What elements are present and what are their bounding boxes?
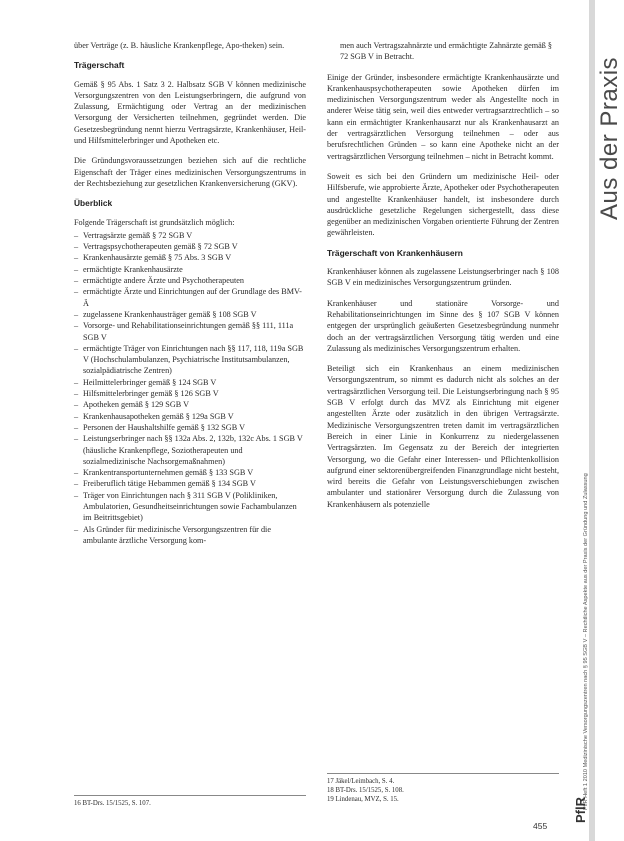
left-column: [74, 40, 306, 552]
list-item: – Vertragspsychotherapeuten gemäß § 72 SGB V: [74, 241, 306, 252]
list-item: – ermächtigte Ärzte und Einrichtungen auf der Grundlage des BMV-Ä: [74, 286, 306, 309]
paragraph: Einige der Gründer, insbesondere ermächtigte Krankenhausärzte und Krankenhauspsychotherapeuten sowie Apotheken dürfen im medizinischen Versorgungszentrum weder als Angestellte noch in anderer Weise tätig sein, weil dies entweder vertragsarztrechtlich – so kann ein ermächtigter Krankenhausarzt nur als Krankenhausarzt an der vertragsärztlichen Versorgung teilnehmen – oder aus berufsrechtlichen Gründen – so kann eine Apotheke nicht an der vertragsärztlichen Versorgung teilnehmen – nicht in Betracht kommt.: [327, 72, 559, 161]
list-item: – zugelassene Krankenhausträger gemäß § 108 SGB V: [74, 309, 306, 320]
paragraph: Die Gründungsvoraussetzungen beziehen sich auf die rechtliche Eigenschaft der Träger eines medizinischen Versorgungszentrums in der Rechtsbeziehung zur gesetzlichen Krankenversicherung (GKV).: [74, 156, 306, 188]
footnote: 18 BT-Drs. 15/1525, S. 108.: [327, 787, 404, 794]
page-number: 455: [533, 821, 548, 831]
list-intro: Folgende Trägerschaft ist grundsätzlich möglich:: [74, 217, 235, 227]
list-item: – ermächtigte Krankenhausärzte: [74, 264, 306, 275]
paragraph: Krankenhäuser und stationäre Vorsorge- und Rehabilitationseinrichtungen im Sinne des § 107 SGB V können entgegen der ursprünglich geäußerten Gesetzesbegründung nunmehr doch an der vertragsärztlichen Versorgung tätig werden und eine Zulassung als medizinisches Versorgungszentrum erhalten.: [327, 298, 559, 353]
list-continuation: [327, 40, 559, 63]
list-item: – ermächtigte Träger von Einrichtungen nach §§ 117, 118, 119a SGB V (Hochschulambulanzen, Psychiatrische Institutsambulanzen, sozialpädiatrische Zentren): [74, 343, 306, 377]
list-item: – Hilfsmittelerbringer gemäß § 126 SGB V: [74, 388, 306, 399]
paragraph: Beteiligt sich ein Krankenhaus an einem medizinischen Versorgungszentrum, so nimmt es dadurch nicht als solches an der vertragsärztlichen Versorgung teil. Die Leistungserbringung nach § 95 SGB V erfolgt durch das MVZ als Einrichtung mit eigener angestellten Ärzte oder zusätzlich in den übrigen Vertragsärzte. Medizinische Versorgungszentren treten damit im vertragsärztlichen Bereich in einer Linie in Konkurrenz zu niedergelassenen Vertragsärzten. Im Gegensatz zu der Bereich der integrierten Versorgung, wo die Gefahr einer Interessen- und Pflichtenkollision aufgrund einer sektorenübergreifenden Finanzgrundlage nicht besteht, wird bereits die Gefahr von Leistungsverschiebungen zwischen ambulanter und stationärer Versorgung durch die Zulassung von Krankenhäusern als potenzielle: [327, 364, 559, 509]
running-header-text: PflR Heft 1 2010 Medizinische Versorgungszentren nach § 95 SGB V – Rechtliche Aspekte aus der Praxis der Gründung und Zulassung: [583, 473, 589, 810]
footnote: 19 Lindenau, MVZ, S. 15.: [327, 796, 399, 803]
paragraph: Krankenhäuser können als zugelassene Leistungserbringer nach § 108 SGB V ein medizinisches Versorgungszentrum gründen.: [327, 267, 559, 288]
footnotes-right: [327, 773, 559, 804]
list-continuation-text: men auch Vertragszahnärzte und ermächtigte Zahnärzte gemäß § 72 SGB V in Betracht.: [340, 41, 552, 62]
section-label-text: Aus der Praxis: [596, 56, 623, 220]
heading-ueberblick: Überblick: [74, 198, 113, 209]
provider-list: [74, 230, 306, 546]
heading-traegerschaft: Trägerschaft: [74, 60, 125, 71]
list-item: – ermächtigte andere Ärzte und Psychotherapeuten: [74, 275, 306, 286]
list-item: – Vertragsärzte gemäß § 72 SGB V: [74, 230, 306, 241]
list-item: – Personen der Haushaltshilfe gemäß § 132 SGB V: [74, 422, 306, 433]
list-item: – Freiberuflich tätige Hebammen gemäß § 134 SGB V: [74, 478, 306, 489]
footnote: 17 Jäkel/Leimbach, S. 4.: [327, 778, 395, 785]
list-item: – Als Gründer für medizinische Versorgungszentren für die ambulante ärztliche Versorgung kom-: [74, 524, 306, 547]
list-item: – Heilmittelerbringer gemäß § 124 SGB V: [74, 377, 306, 388]
list-item: – Träger von Einrichtungen nach § 311 SGB V (Polikliniken, Ambulatorien, Gesundheitseinrichtungen sowie Fachambulanzen im Beitrittsgebiet): [74, 490, 306, 524]
heading-traegerschaft-krankenhaeuser: Trägerschaft von Krankenhäusern: [327, 247, 463, 258]
continuation-text: über Verträge (z. B. häusliche Krankenpflege, Apo-theken) sein.: [74, 41, 285, 50]
paragraph: Gemäß § 95 Abs. 1 Satz 3 2. Halbsatz SGB V können medizinische Versorgungszentren von den Leistungserbringern, die aufgrund von Zulassung, Ermächtigung oder Vertrag an der medizinischen Versorgung der Versicherten teilnehmen, gegründet werden. Die Gesetzesbegründung nennt hierzu Vertragsärzte, Krankenhäuser, Heil- und Hilfsmittelerbringer und Apotheken etc.: [74, 79, 306, 146]
list-item: – Vorsorge- und Rehabilitationseinrichtungen gemäß §§ 111, 111a SGB V: [74, 320, 306, 343]
list-item: – Krankentransportunternehmen gemäß § 133 SGB V: [74, 467, 306, 478]
section-label: [570, 36, 623, 226]
journal-logo-text: PflR: [573, 797, 588, 823]
journal-logo: [571, 795, 587, 825]
list-item: – Leistungserbringer nach §§ 132a Abs. 2, 132b, 132c Abs. 1 SGB V (häusliche Krankenpflege, Soziotherapeuten und sozialmedizinische Nachsorgemaßnahmen): [74, 433, 306, 467]
list-item: – Krankenhausapotheken gemäß § 129a SGB V: [74, 411, 306, 422]
list-item: – Apotheken gemäß § 129 SGB V: [74, 399, 306, 410]
list-item: – Krankenhausärzte gemäß § 75 Abs. 3 SGB V: [74, 252, 306, 263]
footnote-left: 16 BT-Drs. 15/1525, S. 107.: [74, 795, 306, 808]
paragraph: Soweit es sich bei den Gründern um medizinische Heil- oder Hilfsberufe, wie approbierte Ärzte, Apotheker oder Psychotherapeuten und angestellte Krankenhäuser handelt, ist insbesondere durch ausdrückliche gesetzliche Regelungen sichergestellt, dass diese gegenüber an medizinischen Vorgaben orientierte Führung der Zentren gewährleisten.: [327, 171, 559, 238]
running-header: [573, 410, 589, 830]
right-column: [327, 40, 559, 519]
